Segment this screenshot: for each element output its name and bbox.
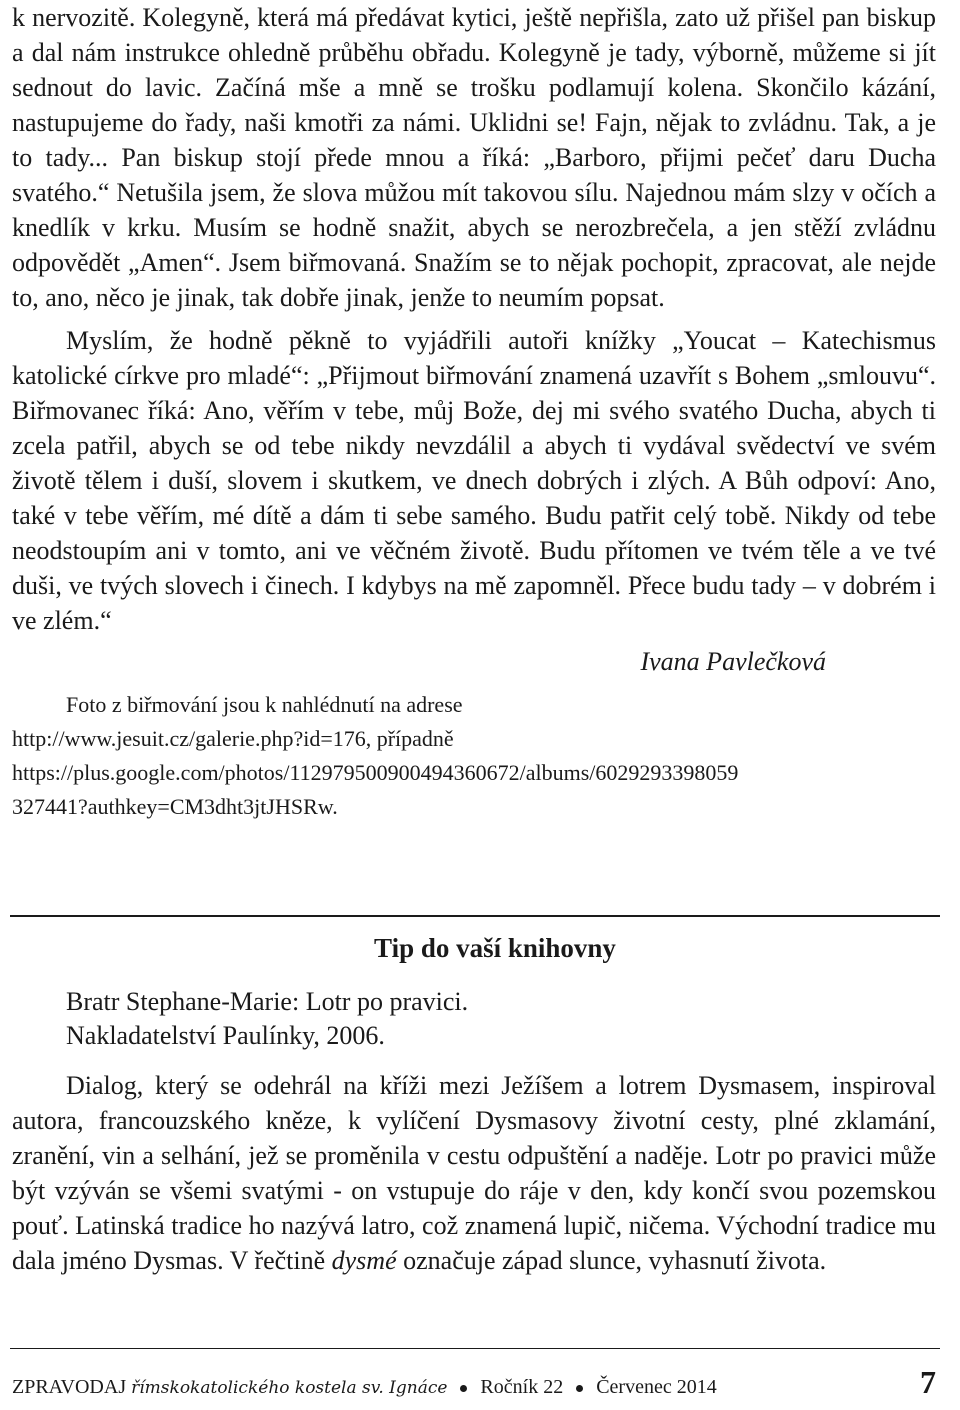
- footer-date: Červenec 2014: [596, 1376, 717, 1398]
- footer-issue: Ročník 22: [480, 1376, 564, 1398]
- footer-title: ZPRAVODAJ: [12, 1376, 127, 1398]
- bullet-icon: [460, 1385, 467, 1392]
- desc-italic-word: dysmé: [331, 1246, 397, 1275]
- desc-part-1: Dialog, který se odehrál na kříži mezi Ježíšem a lotrem Dysmasem, inspiroval autora, francouzského kněze, k vylíčení Dysmasovy životní cesty, plné zklamání, zranění, vin a selhání, jež se proměnila v cestu odpuštění a naděje. Lotr po pravici může být vzýván se všemi svatými - on vstupuje do ráje v den, kdy končí svou pozemskou pouť. Latinská tradice ho nazývá latro, což znamená lupič, ničema. Východní tradice mu dala jméno Dysmas. V řečtině: [12, 1071, 936, 1275]
- footer-text: [12, 1376, 717, 1399]
- photo-link[interactable]: https://plus.google.com/photos/112979500900494360672/albums/6029293398059: [12, 760, 739, 785]
- article-paragraph-1: k nervozitě. Kolegyně, která má předávat kytici, ještě nepřišla, zato už přišel pan biskup a dal nám instrukce ohledně průběhu obřadu. Kolegyně je tady, výborně, můžeme si jít sednout do lavic. Začíná mše a mně se trošku podlamují kolena. Skončilo kázání, nastupujeme do řady, naši kmotři za námi. Uklidni se! Fajn, nějak to zvládnu. Tak, a je to tady... Pan biskup stojí přede mnou a říká: „Barboro, přijmi pečeť daru Ducha svatého.“ Netušila jsem, že slova můžou mít takovou sílu. Najednou mám slzy v očích a knedlík v krku. Musím se hodně snažit, abych se nerozbrečela, a jen stěží zvládnu odpovědět „Amen“. Jsem biřmovaná. Snažím se to nějak pochopit, zpracovat, ale nejde to, ano, něco je jinak, tak dobře jinak, jenže to neumím popsat.: [12, 3, 936, 312]
- page-footer: [12, 1362, 936, 1410]
- photo-link-continued[interactable]: 327441?authkey=CM3dht3jtJHSRw.: [12, 794, 338, 819]
- book-info: [66, 985, 468, 1053]
- section-divider: [10, 915, 940, 917]
- article-author: Ivana Pavlečková: [640, 647, 826, 676]
- page-number: 7: [920, 1364, 936, 1400]
- desc-part-2: označuje západ slunce, vyhasnutí života.: [396, 1246, 827, 1275]
- photo-note-line: Foto z biřmování jsou k nahlédnutí na adrese: [66, 692, 463, 717]
- footer-subtitle: římskokatolického kostela sv. Ignáce: [131, 1378, 448, 1398]
- book-description-text: [12, 1068, 936, 1278]
- article: [12, 0, 936, 824]
- footer-divider: [10, 1348, 940, 1349]
- article-paragraph-2: Myslím, že hodně pěkně to vyjádřili autoři knížky „Youcat – Katechismus katolické církve pro mladé“: „Přijmout biřmování znamená uzavřít s Bohem „smlouvu“. Biřmovanec říká: Ano, věřím v tebe, můj Bože, dej mi svého svatého Ducha, abych ti zcela patřil, abych se od tebe nikdy nevzdálil a abych ti vydával svědectví ve svém životě tělem i duší, slovem i skutkem, ve dnech dobrých i zlých. A Bůh odpoví: Ano, také v tebe věřím, mé dítě a dám ti sebe samého. Budu patřit celý tobě. Nikdy od tebe neodstoupím ani v tomto, ani ve věčném životě. Budu přítomen ve tvém těle a ve tvé duši, ve tvých slovech i činech. I kdybys na mě zapomněl. Přece budu tady – v dobrém i ve zlém.“: [12, 326, 936, 635]
- book-title: Bratr Stephane-Marie: Lotr po pravici.: [66, 987, 469, 1016]
- photo-note: [12, 688, 936, 824]
- tip-heading: Tip do vaší knihovny: [374, 933, 616, 963]
- book-description: [12, 1068, 936, 1278]
- bullet-icon: [576, 1385, 583, 1392]
- book-publisher: Nakladatelství Paulínky, 2006.: [66, 1021, 385, 1050]
- photo-link[interactable]: http://www.jesuit.cz/galerie.php?id=176, případně: [12, 726, 454, 751]
